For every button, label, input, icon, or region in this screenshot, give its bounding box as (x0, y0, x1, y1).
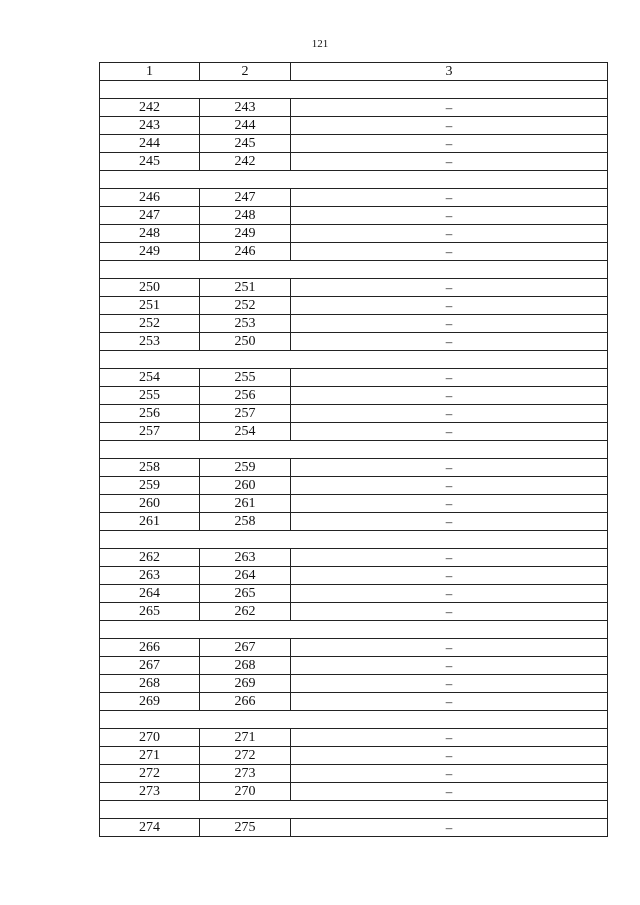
column-header-2: 2 (200, 63, 291, 81)
cell-col-1: 244 (100, 135, 200, 153)
cell-col-3: – (291, 549, 608, 567)
cell-col-3: – (291, 225, 608, 243)
cell-col-2: 253 (200, 315, 291, 333)
cell-col-1: 267 (100, 657, 200, 675)
group-separator-row (100, 711, 608, 729)
group-separator-row (100, 81, 608, 99)
table-body (100, 81, 608, 837)
table-row (100, 369, 608, 387)
group-separator-row (100, 621, 608, 639)
separator-cell (100, 351, 608, 369)
cell-col-1: 245 (100, 153, 200, 171)
separator-cell (100, 801, 608, 819)
group-separator-row (100, 261, 608, 279)
cell-col-2: 271 (200, 729, 291, 747)
cell-col-3: – (291, 675, 608, 693)
table-row (100, 333, 608, 351)
cell-col-1: 259 (100, 477, 200, 495)
cell-col-2: 248 (200, 207, 291, 225)
table-row (100, 405, 608, 423)
cell-col-2: 270 (200, 783, 291, 801)
cell-col-2: 257 (200, 405, 291, 423)
cell-col-3: – (291, 117, 608, 135)
cell-col-3: – (291, 819, 608, 837)
cell-col-1: 253 (100, 333, 200, 351)
table-row (100, 585, 608, 603)
table-row (100, 603, 608, 621)
table-row (100, 135, 608, 153)
cell-col-1: 260 (100, 495, 200, 513)
separator-cell (100, 261, 608, 279)
separator-cell (100, 531, 608, 549)
table-row (100, 225, 608, 243)
cell-col-2: 263 (200, 549, 291, 567)
cell-col-3: – (291, 603, 608, 621)
group-separator-row (100, 171, 608, 189)
cell-col-3: – (291, 513, 608, 531)
cell-col-3: – (291, 315, 608, 333)
cell-col-3: – (291, 765, 608, 783)
cell-col-1: 242 (100, 99, 200, 117)
separator-cell (100, 711, 608, 729)
cell-col-3: – (291, 423, 608, 441)
table-row (100, 387, 608, 405)
table-row (100, 783, 608, 801)
table-header-row (100, 63, 608, 81)
table-row (100, 747, 608, 765)
cell-col-2: 264 (200, 567, 291, 585)
cell-col-1: 256 (100, 405, 200, 423)
column-header-3: 3 (291, 63, 608, 81)
cell-col-1: 273 (100, 783, 200, 801)
table-row (100, 243, 608, 261)
cell-col-2: 265 (200, 585, 291, 603)
cell-col-3: – (291, 207, 608, 225)
cell-col-1: 243 (100, 117, 200, 135)
cell-col-3: – (291, 495, 608, 513)
cell-col-1: 264 (100, 585, 200, 603)
group-separator-row (100, 801, 608, 819)
table-row (100, 459, 608, 477)
cell-col-2: 251 (200, 279, 291, 297)
cell-col-1: 246 (100, 189, 200, 207)
cell-col-2: 242 (200, 153, 291, 171)
cell-col-1: 266 (100, 639, 200, 657)
cell-col-3: – (291, 297, 608, 315)
cell-col-1: 270 (100, 729, 200, 747)
table-row (100, 513, 608, 531)
cell-col-1: 249 (100, 243, 200, 261)
cell-col-1: 274 (100, 819, 200, 837)
table-row (100, 495, 608, 513)
table-row (100, 189, 608, 207)
cell-col-1: 262 (100, 549, 200, 567)
cell-col-1: 247 (100, 207, 200, 225)
cell-col-3: – (291, 333, 608, 351)
cell-col-2: 247 (200, 189, 291, 207)
cell-col-3: – (291, 747, 608, 765)
cell-col-2: 246 (200, 243, 291, 261)
cell-col-2: 259 (200, 459, 291, 477)
table-row (100, 153, 608, 171)
cell-col-3: – (291, 387, 608, 405)
cell-col-1: 252 (100, 315, 200, 333)
cell-col-3: – (291, 729, 608, 747)
cell-col-3: – (291, 639, 608, 657)
cell-col-3: – (291, 693, 608, 711)
cell-col-2: 255 (200, 369, 291, 387)
cell-col-2: 254 (200, 423, 291, 441)
cell-col-1: 269 (100, 693, 200, 711)
table-row (100, 819, 608, 837)
cell-col-2: 243 (200, 99, 291, 117)
table-row (100, 657, 608, 675)
separator-cell (100, 441, 608, 459)
cell-col-2: 267 (200, 639, 291, 657)
table-row (100, 117, 608, 135)
table-row (100, 567, 608, 585)
cell-col-2: 260 (200, 477, 291, 495)
table-row (100, 99, 608, 117)
cell-col-1: 263 (100, 567, 200, 585)
table-row (100, 765, 608, 783)
cell-col-2: 250 (200, 333, 291, 351)
table-row (100, 279, 608, 297)
cell-col-1: 258 (100, 459, 200, 477)
table-row (100, 675, 608, 693)
cell-col-3: – (291, 405, 608, 423)
separator-cell (100, 81, 608, 99)
cell-col-2: 256 (200, 387, 291, 405)
separator-cell (100, 621, 608, 639)
cell-col-3: – (291, 135, 608, 153)
cell-col-2: 266 (200, 693, 291, 711)
cell-col-1: 272 (100, 765, 200, 783)
cell-col-2: 258 (200, 513, 291, 531)
cell-col-3: – (291, 243, 608, 261)
cell-col-2: 245 (200, 135, 291, 153)
cell-col-2: 261 (200, 495, 291, 513)
data-table (99, 62, 608, 837)
cell-col-1: 251 (100, 297, 200, 315)
cell-col-2: 249 (200, 225, 291, 243)
cell-col-2: 269 (200, 675, 291, 693)
table-row (100, 207, 608, 225)
group-separator-row (100, 351, 608, 369)
cell-col-1: 254 (100, 369, 200, 387)
table-row (100, 297, 608, 315)
cell-col-2: 275 (200, 819, 291, 837)
page-number: 121 (311, 38, 329, 50)
group-separator-row (100, 441, 608, 459)
cell-col-3: – (291, 783, 608, 801)
cell-col-1: 268 (100, 675, 200, 693)
table-row (100, 423, 608, 441)
cell-col-3: – (291, 657, 608, 675)
cell-col-3: – (291, 279, 608, 297)
cell-col-1: 261 (100, 513, 200, 531)
cell-col-2: 252 (200, 297, 291, 315)
cell-col-3: – (291, 153, 608, 171)
cell-col-3: – (291, 189, 608, 207)
table-row (100, 693, 608, 711)
table-row (100, 639, 608, 657)
table-row (100, 729, 608, 747)
table-row (100, 315, 608, 333)
cell-col-3: – (291, 459, 608, 477)
column-header-1: 1 (100, 63, 200, 81)
cell-col-2: 273 (200, 765, 291, 783)
cell-col-3: – (291, 99, 608, 117)
cell-col-1: 271 (100, 747, 200, 765)
table-row (100, 549, 608, 567)
cell-col-1: 250 (100, 279, 200, 297)
cell-col-3: – (291, 567, 608, 585)
cell-col-2: 244 (200, 117, 291, 135)
cell-col-1: 257 (100, 423, 200, 441)
cell-col-1: 248 (100, 225, 200, 243)
cell-col-2: 262 (200, 603, 291, 621)
cell-col-2: 268 (200, 657, 291, 675)
cell-col-2: 272 (200, 747, 291, 765)
separator-cell (100, 171, 608, 189)
cell-col-1: 265 (100, 603, 200, 621)
table-row (100, 477, 608, 495)
cell-col-3: – (291, 477, 608, 495)
cell-col-3: – (291, 585, 608, 603)
cell-col-1: 255 (100, 387, 200, 405)
cell-col-3: – (291, 369, 608, 387)
group-separator-row (100, 531, 608, 549)
